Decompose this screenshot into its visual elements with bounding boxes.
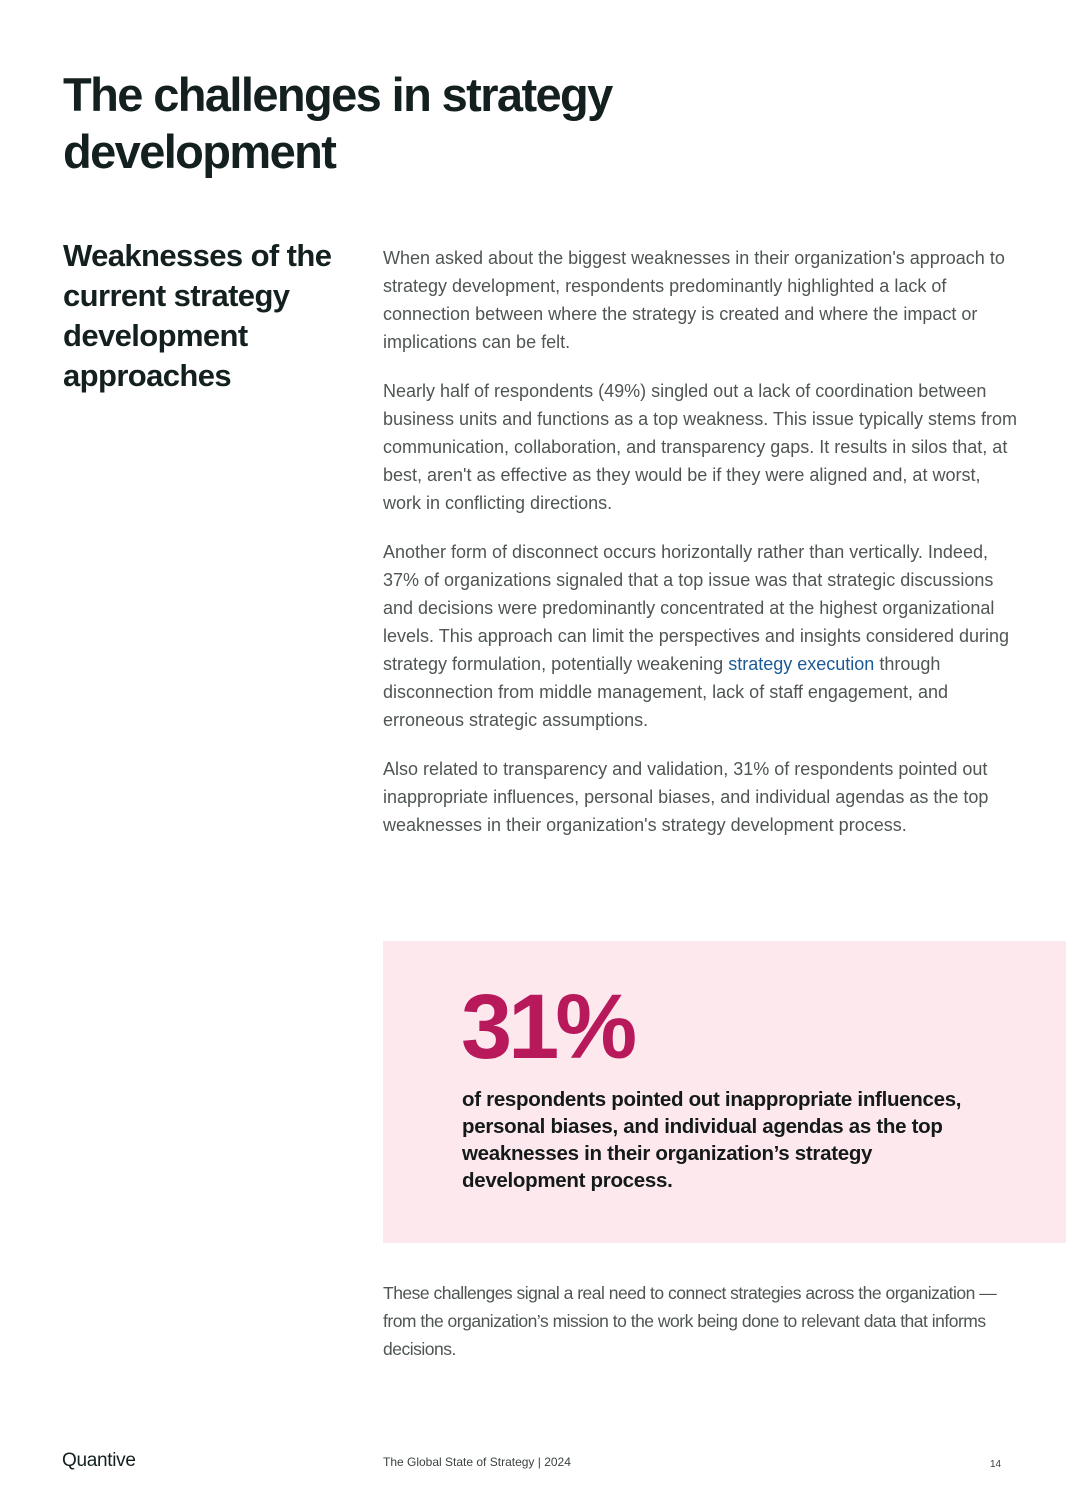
paragraph-3-text-before-link: Another form of disconnect occurs horizontally rather than vertically. Indeed, 37% of organizations signaled that a top issue was that strategic discussions and decisions were predominantly concentrated at the highest organizational levels. This approach can limit the perspectives and insights considered during strategy formulation, potentially weakening <box>383 542 1010 674</box>
stat-caption: of respondents pointed out inappropriate influences, personal biases, and individual agendas as the top weaknesses in their organization’s strategy development process. <box>462 1088 962 1192</box>
footer-report-label: The Global State of Strategy | 2024 <box>383 1455 571 1469</box>
stat-callout <box>383 941 1066 1243</box>
body-paragraph-1: When asked about the biggest weaknesses in their organization's approach to strategy development, respondents predominantly highlighted a lack of connection between where the strategy is created and where the impact or implications can be felt. <box>383 248 1005 352</box>
page-title: The challenges in strategy development <box>63 68 612 178</box>
section-heading: Weaknesses of the current strategy development approaches <box>63 238 332 393</box>
body-paragraph-3 <box>383 538 1023 734</box>
quantive-logo: Quantive <box>62 1450 136 1471</box>
paragraph-3-text-after-link: through disconnection from middle management, lack of staff engagement, and erroneous strategic assumptions. <box>383 654 948 730</box>
body-paragraph-4: Also related to transparency and validation, 31% of respondents pointed out inappropriate influences, personal biases, and individual agendas as the top weaknesses in their organization's strategy development process. <box>383 759 989 835</box>
body-paragraph-2: Nearly half of respondents (49%) singled out a lack of coordination between business units and functions as a top weakness. This issue typically stems from communication, collaboration, and transparency gaps. It results in silos that, at best, aren't as effective as they would be if they were aligned and, at worst, work in conflicting directions. <box>383 381 1017 513</box>
body-text-column <box>383 244 1023 860</box>
stat-value: 31% <box>461 976 634 1078</box>
closing-paragraph: These challenges signal a real need to connect strategies across the organization — from the organization’s mission to the work being done to relevant data that informs decisions. <box>383 1283 997 1359</box>
page-number: 14 <box>990 1459 1002 1470</box>
strategy-execution-link[interactable]: strategy execution <box>728 654 875 674</box>
